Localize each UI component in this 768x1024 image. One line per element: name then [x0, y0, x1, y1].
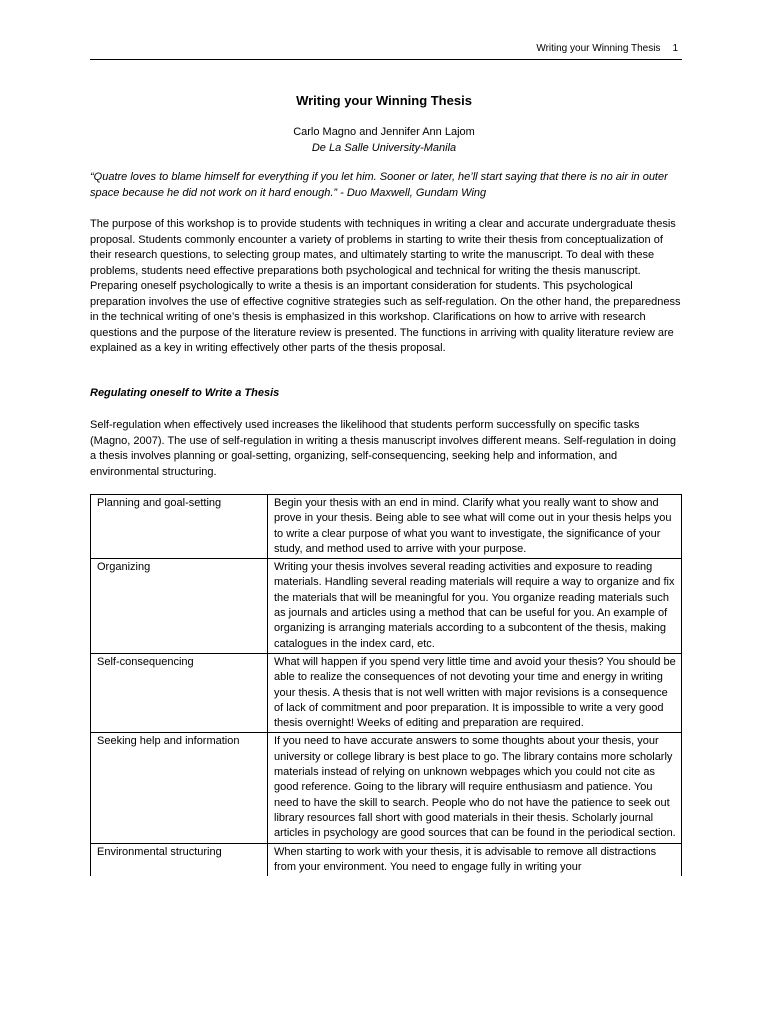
strategy-cell: Planning and goal-setting	[91, 495, 268, 559]
description-cell: What will happen if you spend very little time and avoid your thesis? You should be able to realize the consequences of not devoting your time and energy in writing your thesis. A thesis that is not well written with major revisions is a consequence of lack of commitment and poor preparation. It is impossible to write a very good thesis overnight! Weeks of editing and preparation are required.	[268, 653, 682, 732]
affiliation: De La Salle University-Manila	[311, 142, 457, 154]
description-cell: Begin your thesis with an end in mind. Clarify what you really want to show and prove in your thesis. Being able to see what will come out in your thesis helps you to write a clear purpose of what you want to investigate, the significance of your study, and method used to arrive with your purpose.	[268, 495, 682, 559]
table-row	[91, 733, 682, 843]
section-heading: Regulating oneself to Write a Thesis	[90, 387, 280, 399]
description-cell: When starting to work with your thesis, it is advisable to remove all distractions from your environment. You need to engage fully in writing your	[268, 843, 682, 876]
self-regulation-paragraph: Self-regulation when effectively used increases the likelihood that students perform successfully on specific tasks (Magno, 2007). The use of self-regulation in writing a thesis manuscript involves different means. Self-regulation in doing a thesis involves planning or goal-setting, organizing, self-consequencing, seeking help and information, and environmental structuring.	[90, 419, 676, 478]
authors: Carlo Magno and Jennifer Ann Lajom	[293, 126, 475, 138]
epigraph-quote: “Quatre loves to blame himself for everything if you let him. Sooner or later, he’ll start saying that there is no air in outer space because he did not work on it hard enough.” - Duo Maxwell, Gundam Wing	[90, 171, 668, 199]
strategy-cell: Seeking help and information	[91, 733, 268, 843]
page-bottom-margin	[0, 903, 768, 1024]
strategy-cell: Organizing	[91, 559, 268, 654]
description-cell: Writing your thesis involves several reading activities and exposure to reading materials. Handling several reading materials will require a way to organize and fix the materials that will be meaningful for you. You organize reading materials such as journals and articles using a method that can be useful for you. An example of organizing is arranging materials according to a subcontent of the thesis, making catalogues in the index card, etc.	[268, 559, 682, 654]
table-row	[91, 495, 682, 559]
table-row	[91, 843, 682, 876]
table-row	[91, 559, 682, 654]
document-title: Writing your Winning Thesis	[296, 93, 472, 108]
page-number: 1	[672, 43, 678, 54]
intro-paragraph: The purpose of this workshop is to provide students with techniques in writing a clear and accurate undergraduate thesis proposal. Students commonly encounter a variety of problems in starting to write their thesis from conceptualization of their research questions, to selecting group mates, and ultimately starting to write the manuscript. To deal with these problems, students need effective preparations both psychological and technical for writing the thesis manuscript. Preparing oneself psychologically to write a thesis is an important consideration for students. This psychological preparation involves the use of effective cognitive strategies such as self-regulation. On the other hand, the preparedness in the technical writing of one’s thesis is emphasized in this workshop. Clarifications on how to arrive with research questions and the purpose of the literature review is presented. The functions in arriving with quality literature review are explained as a key in writing effectively other parts of the thesis proposal.	[90, 218, 681, 354]
running-header	[90, 43, 682, 60]
strategy-cell: Self-consequencing	[91, 653, 268, 732]
running-title: Writing your Winning Thesis	[536, 43, 661, 54]
self-regulation-table	[90, 494, 682, 876]
description-cell: If you need to have accurate answers to some thoughts about your thesis, your university or college library is best place to go. The library contains more scholarly materials instead of relying on unknown webpages which you could not cite as good reference. Going to the library will require enthusiasm and patience. You need to have the skill to search. People who do not have the patience to seek out library resources fall short with good materials in their thesis. Scholarly journal articles in psychology are good sources that can be found in the periodical section.	[268, 733, 682, 843]
table-row	[91, 653, 682, 732]
strategy-cell: Environmental structuring	[91, 843, 268, 876]
